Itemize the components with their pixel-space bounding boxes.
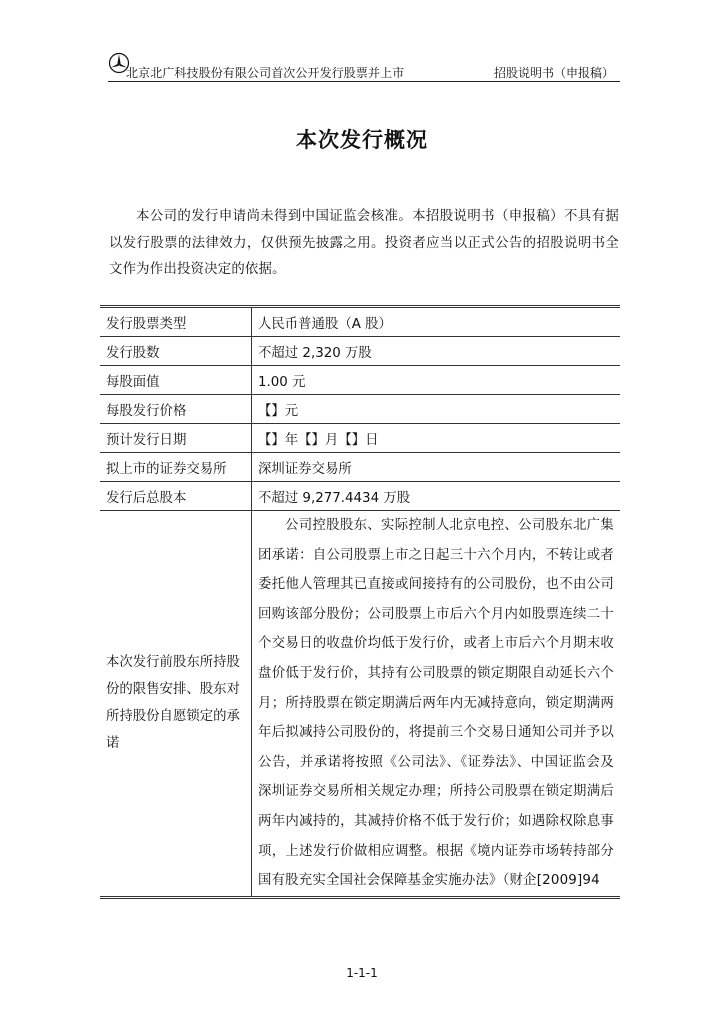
row-value: 1.00 元: [252, 366, 621, 395]
table-row: [100, 337, 620, 366]
row-label: 拟上市的证券交易所: [100, 453, 252, 482]
row-label: 发行后总股本: [100, 482, 252, 511]
row-label: 每股面值: [100, 366, 252, 395]
row-value: 不超过 2,320 万股: [252, 337, 621, 366]
row-value: 人民币普通股（A 股）: [252, 307, 621, 337]
intro-paragraph: 本公司的发行申请尚未得到中国证监会核准。本招股说明书（申报稿）不具有据以发行股票的法律效力，仅供预先披露之用。投资者应当以正式公告的招股说明书全文作为作出投资决定的依据。: [109, 209, 619, 277]
page-number: 1-1-1: [346, 966, 378, 980]
document-type: 招股说明书（申报稿）: [493, 66, 614, 80]
row-value: 【】元: [252, 395, 621, 424]
row-value: 深圳证券交易所: [252, 453, 621, 482]
row-label: 预计发行日期: [100, 424, 252, 453]
table-row: [100, 482, 620, 511]
offering-overview-table: [100, 305, 620, 899]
commitment-row: [100, 511, 620, 898]
row-value: 不超过 9,277.4434 万股: [252, 482, 621, 511]
company-name: 北京北广科技股份有限公司首次公开发行股票并上市: [126, 66, 405, 80]
header-divider: [108, 81, 620, 82]
page-header: [108, 52, 620, 82]
row-value: 【】年【】月【】日: [252, 424, 621, 453]
commitment-text: 公司控股股东、实际控制人北京电控、公司股东北广集团承诺：自公司股票上市之日起三十六个月内，不转让或者委托他人管理其已直接或间接持有的公司股份，也不由公司回购该部分股份；公司股票上市后六个月内如股票连续二十个交易日的收盘价均低于发行价，或者上市后六个月期末收盘价低于发行价，其持有公司股票的锁定期限自动延长六个月；所持股票在锁定期满后两年内无减持意向，锁定期满两年后拟减持公司股份的，将提前三个交易日通知公司并予以公告，并承诺将按照《公司法》、《证券法》、中国证监会及深圳证券交易所相关规定办理；所持公司股票在锁定期满后两年内减持的，其减持价格不低于发行价；如遇除权除息事项，上述发行价做相应调整。根据《境内证券市场转持部分国有股充实全国社会保障基金实施办法》（财企[2009]94: [252, 511, 621, 898]
table-row: [100, 366, 620, 395]
row-label: 发行股数: [100, 337, 252, 366]
table-row: [100, 307, 620, 337]
row-label: 发行股票类型: [100, 307, 252, 337]
commitment-label: 本次发行前股东所持股份的限售安排、股东对所持股份自愿锁定的承诺: [100, 511, 252, 898]
table-row: [100, 453, 620, 482]
table-row: [100, 395, 620, 424]
page-title: 本次发行概况: [296, 128, 428, 152]
row-label: 每股发行价格: [100, 395, 252, 424]
table-row: [100, 424, 620, 453]
